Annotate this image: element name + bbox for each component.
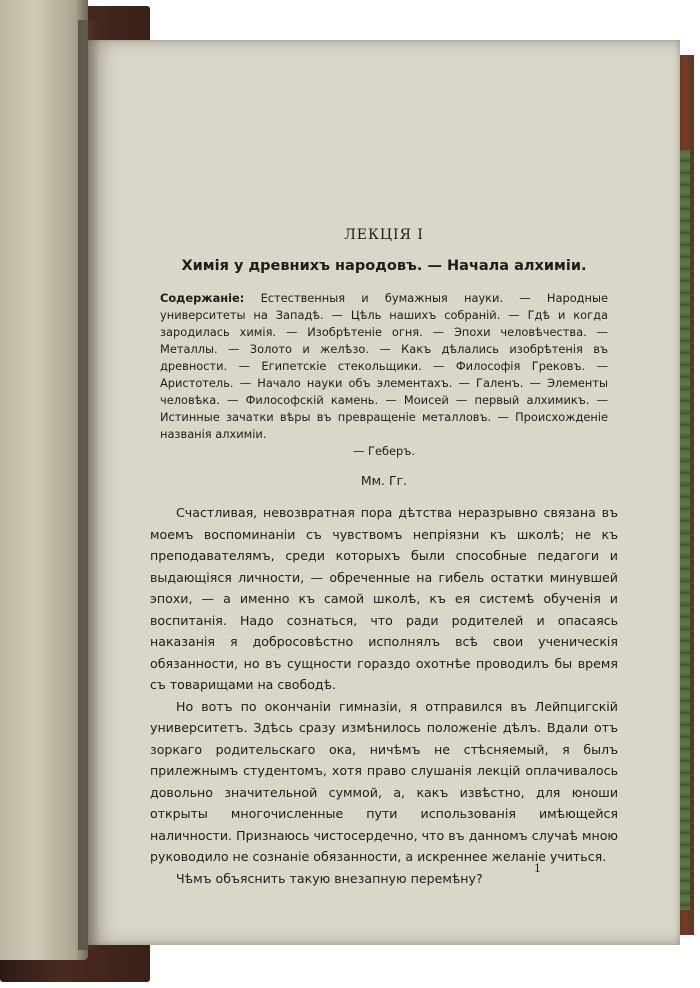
- lecture-summary: [160, 290, 608, 443]
- page-number: 1: [534, 862, 541, 875]
- summary-end: — Геберъ.: [353, 444, 415, 458]
- salutation: Мм. Гг.: [360, 473, 408, 488]
- summary-heading: Содержаніе:: [160, 291, 245, 305]
- right-page: [88, 40, 680, 945]
- paragraph: Счастливая, невозвратная пора дѣтства неразрывно связана въ моемъ воспоминаніи съ чувствомъ непріязни къ школѣ; не къ преподавателямъ, среди которыхъ были способные педагоги и выдающіяся личности, — обреченные на гибель остатки минувшей эпохи, — а именно къ самой школѣ, къ ея системѣ обученія и воспитанія. Надо сознаться, что ради родителей и опасаясь наказанія я добросовѣстно исполнялъ всѣ свои ученическія обязанности, но въ сущности гораздо охотнѣе проводилъ бы время съ товарищами на свободѣ.: [150, 505, 618, 692]
- summary-text: Естественныя и бумажныя науки. — Народные университеты на Западѣ. — Цѣль нашихъ собраній. — Гдѣ и когда зародилась химія. — Изобрѣтеніе огня. — Эпохи человѣчества. — Металлы. — Золото и желѣзо. — Какъ дѣлались изобрѣтенія въ древности. — Египетскіе стекольщики. — Философія Грековъ. — Аристотель. — Начало науки объ элементахъ. — Галенъ. — Элементы человѣка. — Философскій камень. — Моисей — первый алхимикъ. — Истинные зачатки вѣры въ превращеніе металловъ. — Происхожденіе названія алхиміи.: [160, 291, 608, 441]
- left-page-edge: [0, 0, 88, 960]
- paragraph: Чѣмъ объяснить такую внезапную перемѣну?: [176, 870, 483, 886]
- book-cover-marbled-edge: [680, 150, 690, 910]
- page-gutter-shadow: [78, 20, 100, 950]
- lecture-title: Химія у древнихъ народовъ. — Начала алхиміи.: [181, 258, 587, 274]
- paragraph: Но вотъ по окончаніи гимназіи, я отправился въ Лейпцигскій университетъ. Здѣсь сразу измѣнилось положеніе дѣлъ. Вдали отъ зоркаго родительскаго ока, ничѣмъ не стѣсняемый, я былъ прилежнымъ студентомъ, хотя право слушанія лекцій оплачивалось довольно значительной суммой, а, какъ извѣстно, для юноши открыты многочисленные пути использованія имѣющейся наличности. Признаюсь чистосердечно, что въ данномъ случаѣ мною руководило не сознаніе обязанности, а искреннее желаніе учиться.: [150, 698, 618, 864]
- page-content: [150, 226, 618, 889]
- lecture-label: ЛЕКЦІЯ I: [344, 227, 424, 243]
